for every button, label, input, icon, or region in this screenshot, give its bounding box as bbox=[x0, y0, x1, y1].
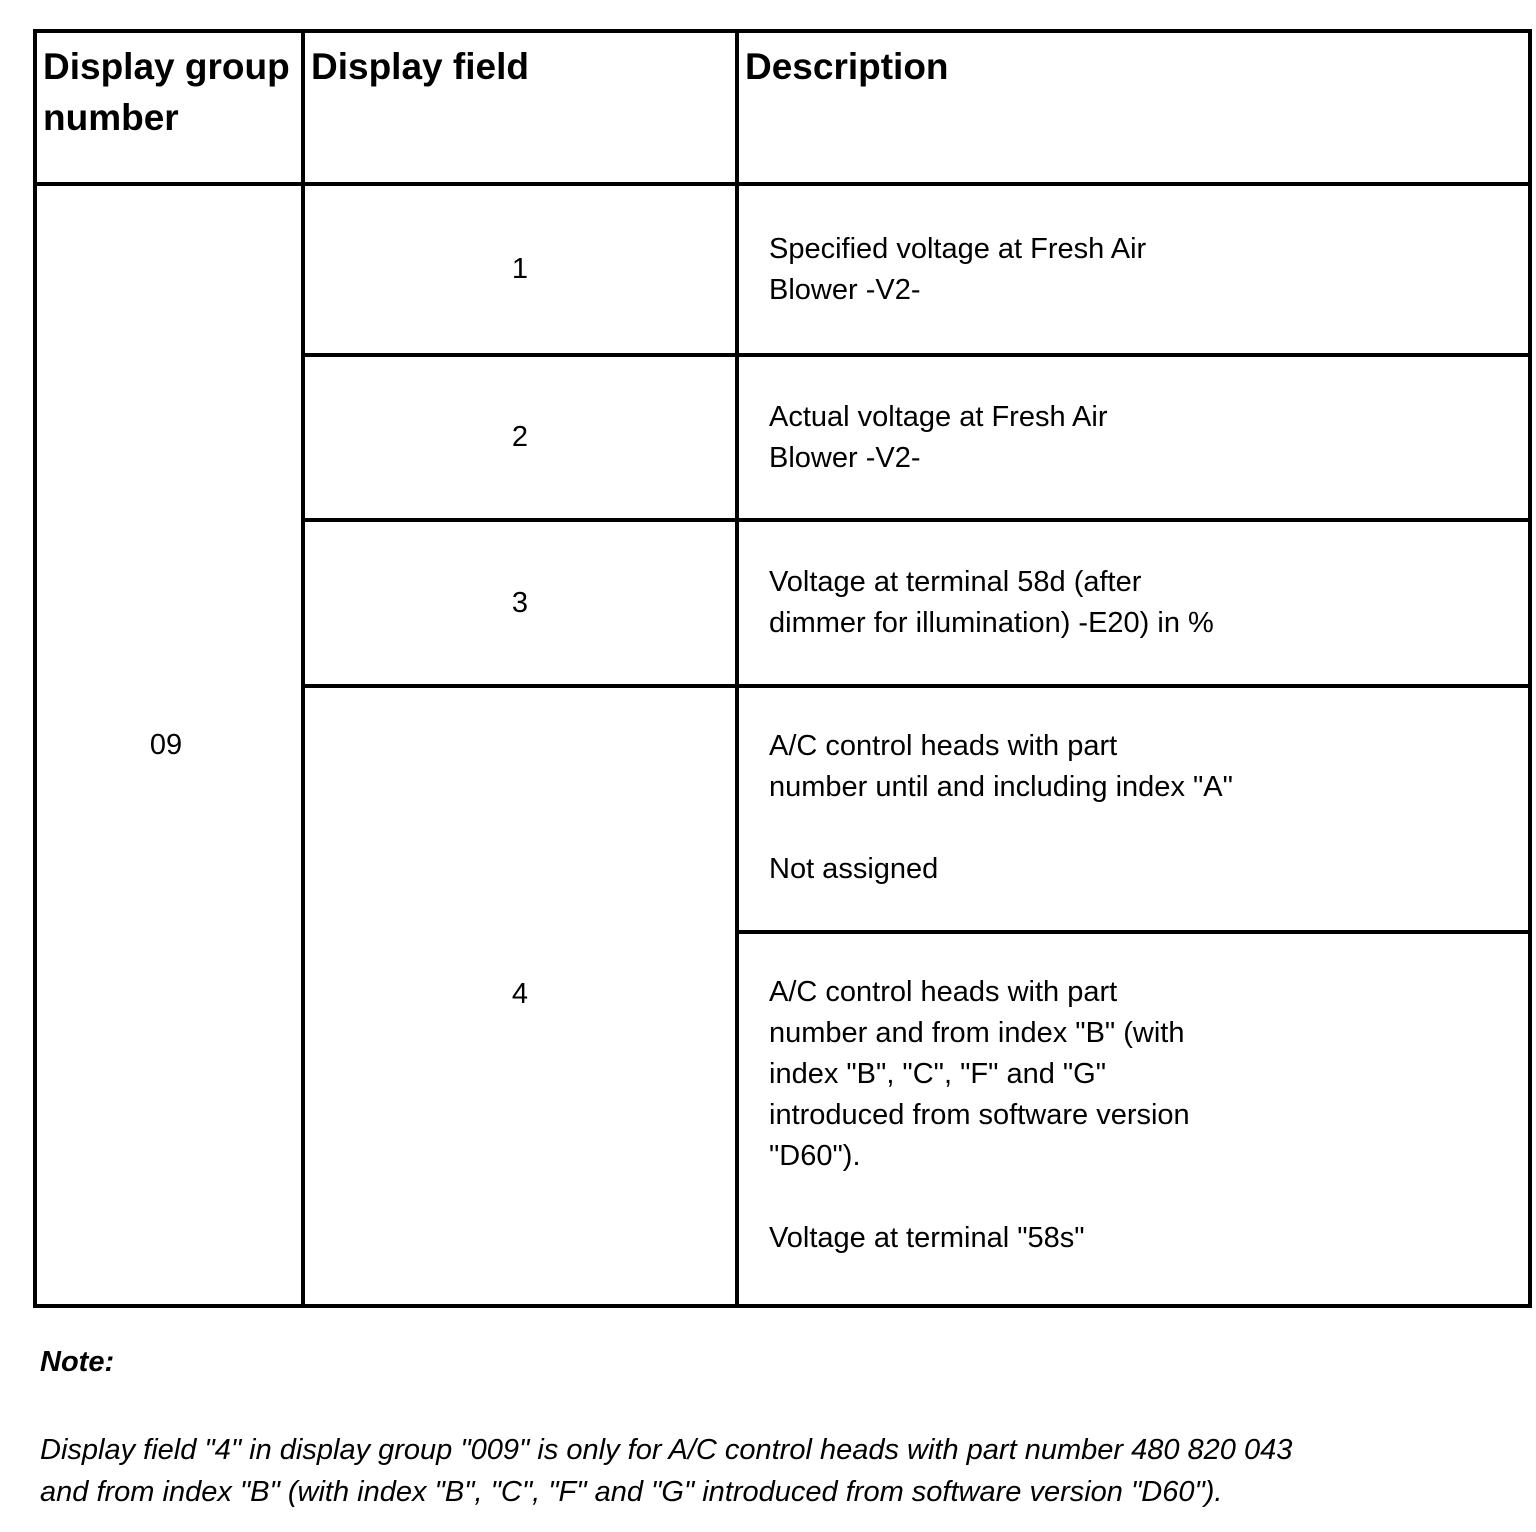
header-row bbox=[35, 31, 1530, 184]
description-line: Voltage at terminal 58d (after bbox=[769, 566, 1142, 598]
note-label: Note: bbox=[40, 1346, 115, 1378]
display-field-value: 4 bbox=[511, 978, 529, 1010]
description-cell bbox=[737, 686, 1530, 932]
display-group-number-cell bbox=[35, 184, 303, 1306]
display-field-cell bbox=[303, 686, 737, 1306]
description-cell bbox=[737, 355, 1530, 520]
display-group-number-value: 09 bbox=[149, 728, 183, 761]
description-value: Not assigned bbox=[769, 853, 939, 885]
display-field-cell bbox=[303, 355, 737, 520]
description-line: A/C control heads with part bbox=[769, 976, 1118, 1008]
description-line: A/C control heads with part bbox=[769, 730, 1118, 762]
description-line: Blower -V2- bbox=[769, 441, 921, 474]
description-line: index "B", "C", "F" and "G" bbox=[769, 1058, 1107, 1090]
note-text bbox=[40, 1429, 1292, 1513]
description-cell bbox=[737, 184, 1530, 355]
display-field-cell bbox=[303, 184, 737, 355]
display-field-value: 3 bbox=[511, 586, 529, 619]
description-cell bbox=[737, 932, 1530, 1306]
note-line: and from index "B" (with index "B", "C", "F" and "G" introduced from software version "D60"). bbox=[40, 1476, 1223, 1508]
description-line: number and from index "B" (with bbox=[769, 1017, 1185, 1049]
display-field-cell bbox=[303, 520, 737, 686]
description-line: introduced from software version bbox=[769, 1099, 1190, 1131]
description-line: Actual voltage at Fresh Air bbox=[769, 400, 1108, 433]
display-group-table bbox=[33, 29, 1532, 1308]
description-line: dimmer for illumination) -E20) in % bbox=[769, 607, 1214, 639]
header-description: Description bbox=[737, 31, 1530, 184]
header-display-group-number: Display group number bbox=[35, 31, 303, 184]
description-value: Voltage at terminal "58s" bbox=[769, 1222, 1085, 1254]
table-row bbox=[35, 184, 1530, 355]
description-line: Blower -V2- bbox=[769, 273, 921, 306]
description-line: "D60"). bbox=[769, 1140, 861, 1172]
description-cell bbox=[737, 520, 1530, 686]
description-line: Specified voltage at Fresh Air bbox=[769, 232, 1147, 265]
note-line: Display field "4" in display group "009" is only for A/C control heads with part number 480 820 043 bbox=[40, 1434, 1293, 1466]
display-field-value: 2 bbox=[511, 421, 529, 453]
display-field-value: 1 bbox=[511, 253, 529, 285]
header-display-field: Display field bbox=[303, 31, 737, 184]
description-line: number until and including index "A" bbox=[769, 771, 1233, 803]
